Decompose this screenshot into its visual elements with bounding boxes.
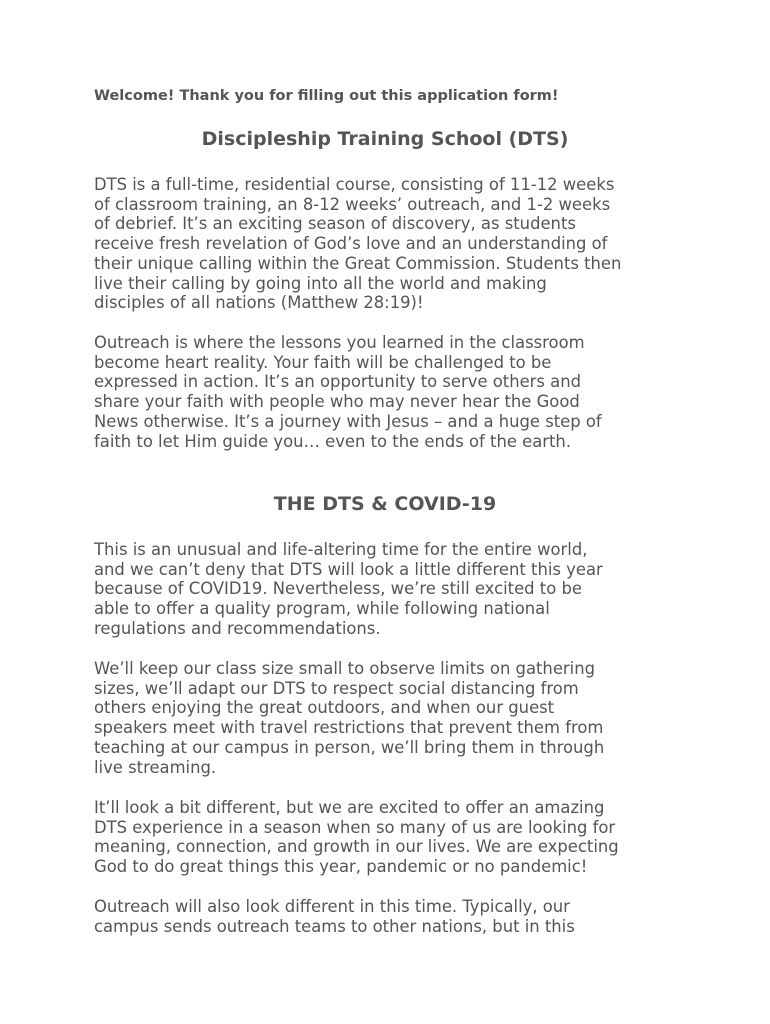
text-line: teaching at our campus in person, we’ll bring them in through <box>94 737 605 757</box>
text-line: News otherwise. It’s a journey with Jesus – and a huge step of <box>94 411 602 431</box>
text-line: faith to let Him guide you… even to the ends of the earth. <box>94 431 572 451</box>
class-size-paragraph <box>94 659 694 777</box>
text-line: Outreach will also look different in this time. Typically, our <box>94 897 570 916</box>
text-line: live their calling by going into all the world and making <box>94 273 547 293</box>
text-line: receive fresh revelation of God’s love and an understanding of <box>94 234 608 254</box>
text-line: able to offer a quality program, while following national <box>94 599 550 619</box>
text-line: live streaming. <box>94 757 217 777</box>
text-line: expressed in action. It’s an opportunity to serve others and <box>94 372 581 392</box>
text-line: and we can’t deny that DTS will look a little different this year <box>94 559 603 579</box>
experience-paragraph <box>94 798 694 877</box>
text-line: share your faith with people who may never hear the Good <box>94 392 580 412</box>
text-line: meaning, connection, and growth in our lives. We are expecting <box>94 837 619 857</box>
dts-intro-paragraph <box>94 175 694 313</box>
welcome-message: Welcome! Thank you for filling out this application form! <box>94 88 559 104</box>
text-line: their unique calling within the Great Commission. Students then <box>94 253 622 273</box>
text-line: DTS experience in a season when so many of us are looking for <box>94 817 616 837</box>
covid-intro-paragraph <box>94 540 694 639</box>
text-line: It’ll look a bit different, but we are excited to offer an amazing <box>94 798 605 817</box>
text-line: Outreach is where the lessons you learned in the classroom <box>94 333 585 352</box>
text-line: speakers meet with travel restrictions that prevent them from <box>94 718 604 738</box>
text-line: of debrief. It’s an exciting season of discovery, as students <box>94 214 576 234</box>
text-line: because of COVID19. Nevertheless, we’re still excited to be <box>94 579 582 599</box>
text-line: sizes, we’ll adapt our DTS to respect social distancing from <box>94 678 579 698</box>
text-line: God to do great things this year, pandemic or no pandemic! <box>94 857 588 877</box>
text-line: We’ll keep our class size small to observe limits on gathering <box>94 659 595 678</box>
text-line: DTS is a full-time, residential course, consisting of 11-12 weeks <box>94 175 615 194</box>
dts-title: Discipleship Training School (DTS) <box>201 128 569 150</box>
outreach-covid-paragraph <box>94 897 694 936</box>
outreach-paragraph <box>94 333 694 451</box>
text-line: campus sends outreach teams to other nations, but in this <box>94 916 575 936</box>
text-line: others enjoying the great outdoors, and when our guest <box>94 698 555 718</box>
text-line: of classroom training, an 8-12 weeks’ outreach, and 1-2 weeks <box>94 194 611 214</box>
covid-title: THE DTS & COVID-19 <box>273 493 497 515</box>
text-line: become heart reality. Your faith will be challenged to be <box>94 352 552 372</box>
text-line: disciples of all nations (Matthew 28:19)! <box>94 293 424 313</box>
text-line: This is an unusual and life-altering time for the entire world, <box>94 540 588 559</box>
text-line: regulations and recommendations. <box>94 618 381 638</box>
